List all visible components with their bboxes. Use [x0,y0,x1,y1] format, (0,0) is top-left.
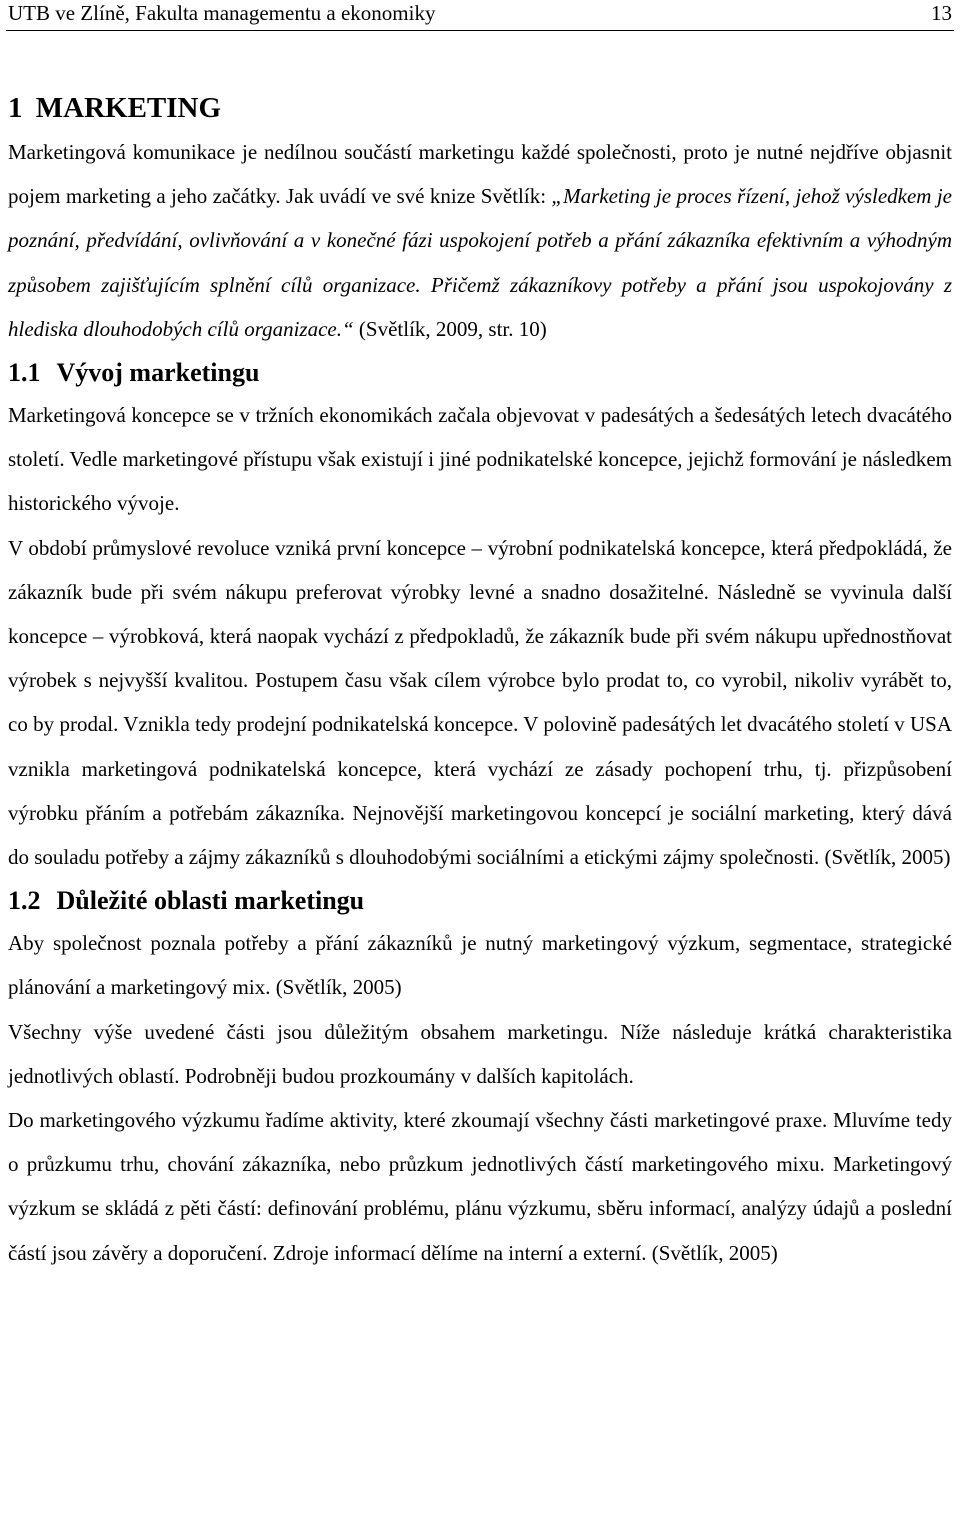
section-number: 1.1 [8,358,41,388]
chapter-title: MARKETING [35,92,222,124]
chapter-heading [8,86,952,134]
page-content [8,86,952,1275]
paragraph-vyzkum: Do marketingového výzkumu řadíme aktivity, které zkoumají všechny části marketingové praxe. Mluvíme tedy o průzkumu trhu, chování zákazníka, nebo průzkum jednotlivých částí marketingového mixu. Marketingový výzkum se skládá z pěti částí: definování problému, plánu výzkumu, sběru informací, analýzy údajů a poslední částí jsou závěry a doporučení. Zdroje informací dělíme na interní a externí. (Světlík, 2005) [8,1108,952,1265]
paragraph-obsah-marketingu: Všechny výše uvedené části jsou důležitým obsahem marketingu. Níže následuje krátká charakteristika jednotlivých oblastí. Podrobněji budou prozkoumány v dalších kapitolách. [8,1019,952,1088]
intro-text: Marketingová komunikace je nedílnou součástí marketingu každé společnosti, proto je nutné nejdříve objasnit pojem marketing a jeho začátky. Jak uvádí ve své knize Světlík: [8,140,952,209]
section-title: Důležité oblasti marketingu [56,886,365,916]
section-heading-vyvoj [8,351,952,395]
page-number: 13 [931,1,952,25]
chapter-number: 1 [8,92,23,124]
quote-citation: (Světlík, 2009, str. 10) [353,316,547,341]
section-heading-oblasti [8,879,952,923]
running-header [8,2,952,30]
paragraph-koncepce: Marketingová koncepce se v tržních ekonomikách začala objevovat v padesátých a šedesátých letech dvacátého století. Vedle marketingové přístupu však existují i jiné podnikatelské koncepce, jejichž formování je následkem historického vývoje. [8,403,952,516]
paragraph-historie-koncepci: V období průmyslové revoluce vzniká první koncepce – výrobní podnikatelská koncepce, která předpokládá, že zákazník bude při svém nákupu preferovat výrobky levné a snadno dosažitelné. Následně se vyvinula další koncepce – výrobková, která naopak vychází z předpokladů, že zákazník bude při svém nákupu upřednostňovat výrobek s nejvyšší kvalitou. Postupem času však cílem výrobce bylo prodat to, co vyrobil, nikoliv vyrábět to, co by prodal. Vznikla tedy prodejní podnikatelská koncepce. V polovině padesátých let dvacátého století v USA vznikla marketingová podnikatelská koncepce, která vychází ze zásady pochopení trhu, tj. přizpůsobení výrobku přáním a potřebám zákazníka. Nejnovější marketingovou koncepcí je sociální marketing, který dává do souladu potřeby a zájmy zákazníků s dlouhodobými sociálními a etickými zájmy společnosti. (Světlík, 2005) [8,535,952,870]
section-title: Vývoj marketingu [56,358,260,388]
header-divider [6,30,954,31]
intro-paragraph [8,130,952,351]
paragraph-potreby: Aby společnost poznala potřeby a přání zákazníků je nutný marketingový výzkum, segmentace, strategické plánování a marketingový mix. (Světlík, 2005) [8,931,952,1000]
section-number: 1.2 [8,886,41,916]
svetlik-quote: „Marketing je proces řízení, jehož výsledkem je poznání, předvídání, ovlivňování a v konečné fázi uspokojení potřeb a přání zákazníka efektivním a výhodným způsobem zajišťujícím splnění cílů organizace. Přičemž zákazníkovy potřeby a přání jsou uspokojovány z hlediska dlouhodobých cílů organizace.“ [8,184,952,341]
header-institution: UTB ve Zlíně, Fakulta managementu a ekonomiky [8,1,436,25]
